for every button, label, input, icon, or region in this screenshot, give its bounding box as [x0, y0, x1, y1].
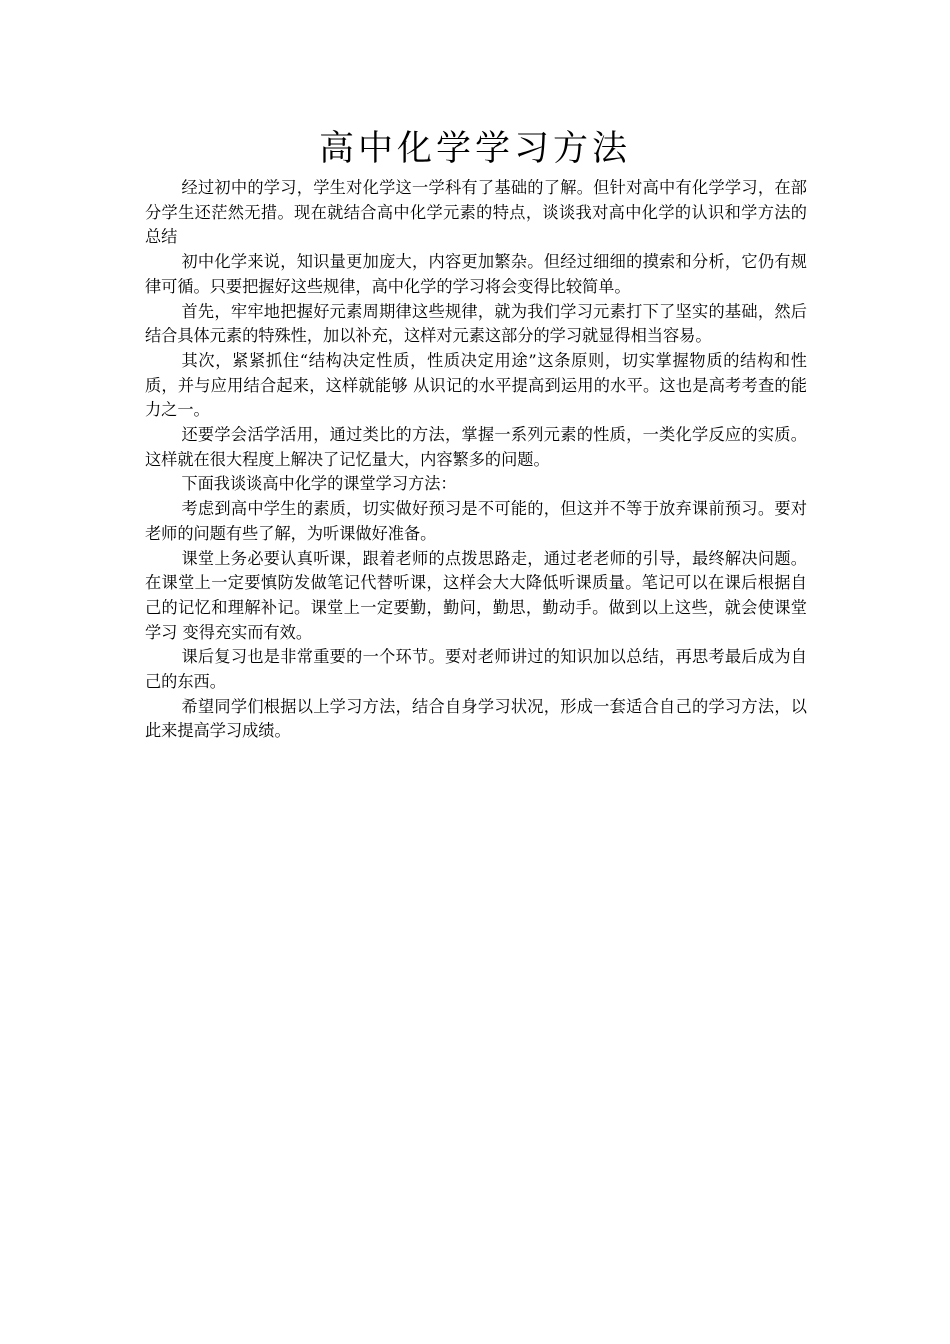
- paragraph-5: 还要学会活学活用，通过类比的方法，掌握一系列元素的性质，一类化学反应的实质。这样就在很大程度上解决了记忆量大，内容繁多的问题。: [145, 425, 807, 469]
- paragraph-7: 考虑到高中学生的素质，切实做好预习是不可能的，但这并不等于放弃课前预习。要对老师的问题有些了解，为听课做好准备。: [145, 499, 807, 543]
- paragraph-10: 希望同学们根据以上学习方法，结合自身学习状况，形成一套适合自己的学习方法，以此来提高学习成绩。: [145, 696, 807, 741]
- paragraph-8: 课堂上务必要认真听课，跟着老师的点拨思路走，通过老老师的引导，最终解决问题。在课堂上一定要慎防发做笔记代替听课，这样会大大降低听课质量。笔记可以在课后根据自己的记忆和理解补记。课堂上一定要勤，勤问，勤思，勤动手。做到以上这些，就会使课堂学习 变得充实而有效。: [145, 548, 807, 642]
- paragraph-2: 初中化学来说，知识量更加庞大，内容更加繁杂。但经过细细的摸索和分析，它仍有规律可循。只要把握好这些规律，高中化学的学习将会变得比较简单。: [145, 252, 807, 296]
- paragraph-9: 课后复习也是非常重要的一个环节。要对老师讲过的知识加以总结，再思考最后成为自己的东西。: [145, 647, 807, 692]
- document-body: [145, 176, 807, 744]
- document-title: 高中化学学习方法: [318, 129, 631, 169]
- paragraph-6: 下面我谈谈高中化学的课堂学习方法：: [181, 474, 457, 494]
- paragraph-3: 首先，牢牢地把握好元素周期律这些规律，就为我们学习元素打下了坚实的基础，然后结合具体元素的特殊性，加以补充，这样对元素这部分的学习就显得相当容易。: [145, 301, 807, 346]
- paragraph-1: 经过初中的学习，学生对化学这一学科有了基础的了解。但针对高中有化学学习，在部分学生还茫然无措。现在就结合高中化学元素的特点，谈谈我对高中化学的认识和学方法的总结: [145, 178, 807, 247]
- paragraph-4: 其次，紧紧抓住“结构决定性质，性质决定用途”这条原则，切实掌握物质的结构和性质，并与应用结合起来，这样就能够 从识记的水平提高到运用的水平。这也是高考考查的能力之一。: [145, 350, 807, 420]
